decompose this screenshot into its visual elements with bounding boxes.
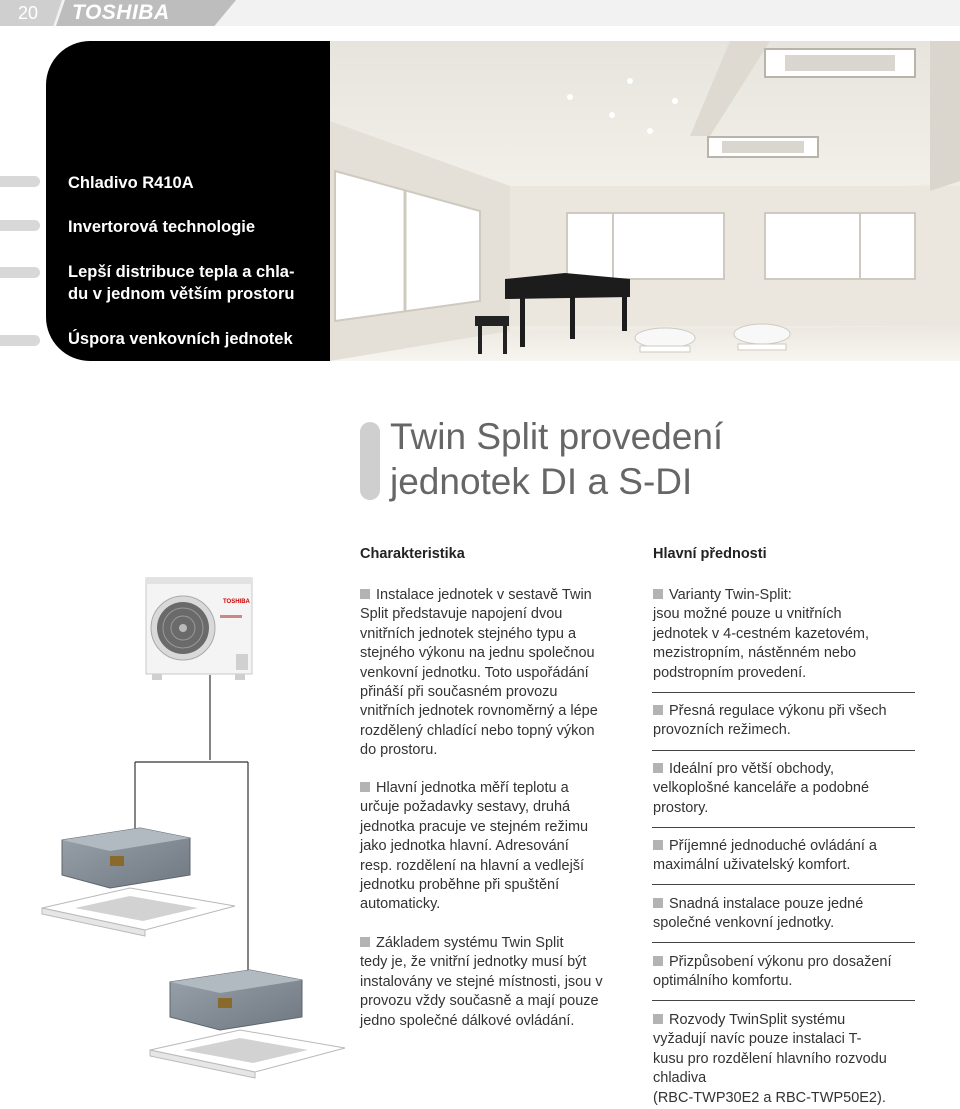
indoor-cassette-2 (150, 970, 345, 1078)
charakteristika-paragraph-1: Instalace jednotek v sestavě Twin Split představuje napojení dvou vnitřních jednotek stejného typu a stejného výkonu na jednu společnou venkovní jednotku. Toto uspořádání přináší při současném provozu vnitřních jednotek rovnoměrný a lépe rozdělený chladící nebo topný výkon do prostoru. (360, 587, 598, 759)
heading-charakteristika: Charakteristika (360, 546, 465, 562)
bullet-square-icon (653, 840, 663, 850)
feature-distribution-2: du v jednom větším prostoru (68, 285, 295, 303)
advantage-item: Příjemné jednoduché ovládání a maximální uživatelský komfort. (653, 838, 877, 874)
side-tab (0, 220, 40, 231)
side-tab (0, 267, 40, 278)
room-photo (330, 41, 960, 361)
title-accent (360, 422, 380, 500)
divider (652, 1000, 915, 1001)
title-line-1: Twin Split provedení (390, 416, 724, 457)
bullet-square-icon (653, 956, 663, 966)
heading-prednosti: Hlavní přednosti (653, 546, 767, 562)
divider (652, 884, 915, 885)
page-title (390, 414, 723, 504)
advantage-item: Varianty Twin-Split: jsou možné pouze u vnitřních jednotek v 4-cestném kazetovém, mezistropním, nástěnném nebo podstropním provedení. (653, 587, 869, 681)
advantage-item: Ideální pro větší obchody, velkoplošné kanceláře a podobné prostory. (653, 761, 870, 816)
bullet-square-icon (360, 782, 370, 792)
side-tab (0, 335, 40, 346)
charakteristika-paragraph-3: Základem systému Twin Split tedy je, že vnitřní jednotky musí být instalovány ve stejné místnosti, jsou v provozu vždy současně a mají pouze jedno společné dálkové ovládání. (360, 935, 603, 1029)
charakteristika-paragraph-2: Hlavní jednotka měří teplotu a určuje požadavky sestavy, druhá jednotka pracuje ve stejném režimu jako jednotka hlavní. Adresování resp. rozdělení na hlavní a vedlejší jednotku proběhne při spuštění automaticky. (360, 780, 589, 913)
advantage-item: Přizpůsobení výkonu pro dosažení optimálního komfortu. (653, 954, 892, 990)
feature-distribution-1: Lepší distribuce tepla a chla- (68, 263, 295, 281)
feature-refrigerant: Chladivo R410A (68, 174, 194, 192)
divider (652, 942, 915, 943)
divider (652, 827, 915, 828)
bullet-square-icon (653, 1014, 663, 1024)
bullet-square-icon (360, 937, 370, 947)
outdoor-unit-brand: TOSHIBA (223, 599, 250, 605)
indoor-cassette-1 (42, 828, 235, 936)
feature-savings: Úspora venkovních jednotek (68, 330, 293, 348)
advantage-item: Rozvody TwinSplit systému vyžadují navíc pouze instalaci T- kusu pro rozdělení hlavního rozvodu chladiva (RBC-TWP30E2 a RBC-TWP50E2). (653, 1012, 887, 1106)
bullet-square-icon (653, 898, 663, 908)
feature-panel (46, 41, 336, 361)
bullet-square-icon (360, 589, 370, 599)
advantage-item: Přesná regulace výkonu při všech provozních režimech. (653, 703, 887, 739)
twin-split-diagram (40, 570, 350, 1080)
side-tab (0, 176, 40, 187)
outdoor-unit (146, 578, 252, 680)
title-line-2: jednotek DI a S-DI (390, 461, 693, 502)
divider (652, 692, 915, 693)
advantage-item: Snadná instalace pouze jedné společné venkovní jednotky. (653, 896, 864, 932)
feature-inverter: Invertorová technologie (68, 218, 256, 236)
bullet-square-icon (653, 589, 663, 599)
page-number: 20 (18, 3, 39, 23)
bullet-square-icon (653, 763, 663, 773)
divider (652, 750, 915, 751)
brand-logo: TOSHIBA (72, 1, 170, 24)
bullet-square-icon (653, 705, 663, 715)
